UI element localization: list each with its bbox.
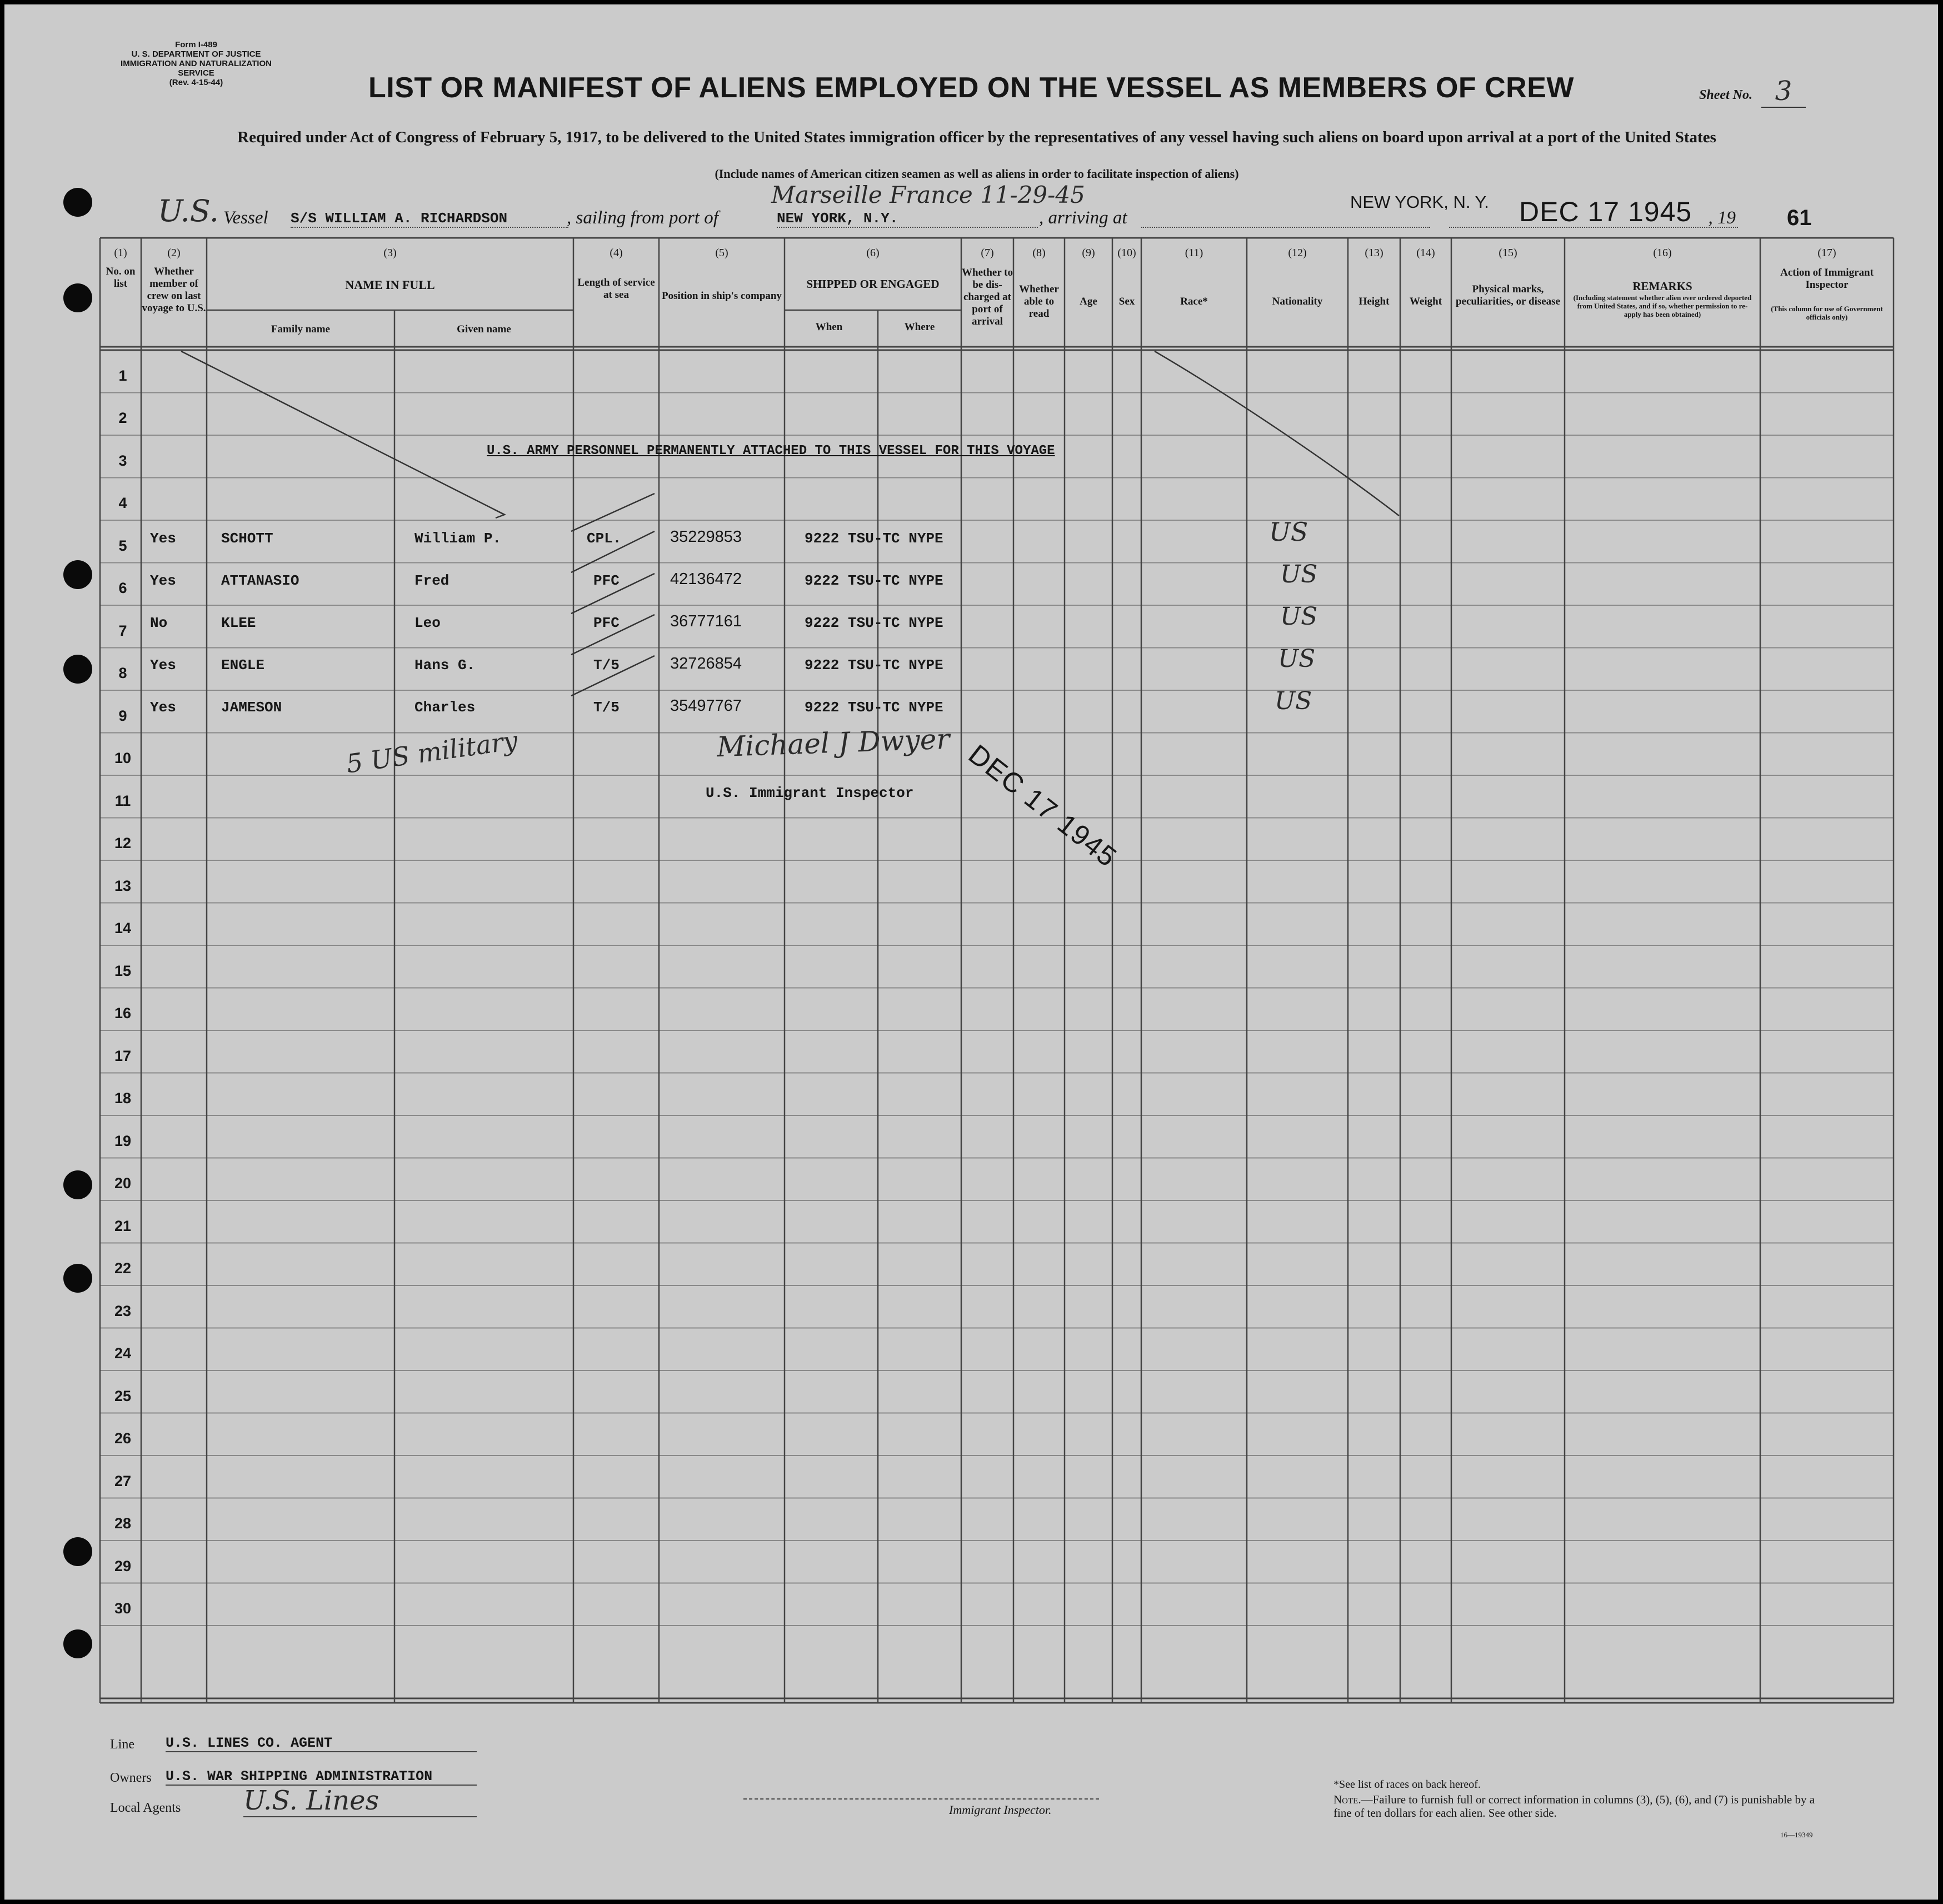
line-label: Line xyxy=(110,1737,134,1752)
vessel-name: S/S WILLIAM A. RICHARDSON xyxy=(291,210,568,228)
owners-value: U.S. WAR SHIPPING ADMINISTRATION xyxy=(166,1768,477,1786)
row-number: 26 xyxy=(114,1430,132,1447)
column-number: (11) xyxy=(1185,247,1203,259)
prev-voyage-cell: Yes xyxy=(150,657,176,674)
column-header: Action of Immigrant Inspector xyxy=(1780,267,1874,291)
given-name-cell: William P. xyxy=(414,530,502,547)
column-number: (3) xyxy=(383,247,397,259)
column-header: Nationality xyxy=(1272,296,1323,307)
column-header: Sex xyxy=(1118,296,1135,307)
nationality-cell: US xyxy=(1275,687,1312,715)
prev-voyage-cell: Yes xyxy=(150,699,176,716)
inspector-signature: Michael J Dwyer xyxy=(716,722,951,764)
manifest-sheet xyxy=(4,4,1938,1900)
column-header: Race* xyxy=(1180,296,1208,307)
row-number: 8 xyxy=(118,665,127,681)
column-subheader: Where xyxy=(904,321,935,333)
column-header: Position in ship's company xyxy=(662,290,782,302)
row-number: 9 xyxy=(118,707,127,724)
row-number: 19 xyxy=(114,1132,132,1149)
column-number: (17) xyxy=(1817,247,1836,259)
column-header: Physical marks, peculiarities, or disease xyxy=(1455,283,1561,307)
rank-cell: CPL. xyxy=(587,530,622,547)
row-number: 24 xyxy=(114,1345,132,1362)
sailing-port: NEW YORK, N.Y. xyxy=(777,210,1038,228)
rank-cell: T/5 xyxy=(593,657,620,674)
arrival-date: DEC 17 1945 xyxy=(1519,196,1692,227)
row-number: 21 xyxy=(114,1217,132,1234)
column-header: SHIPPED OR ENGAGED xyxy=(806,277,940,291)
page-reference: 61 xyxy=(1787,206,1812,230)
column-number: (7) xyxy=(981,247,994,259)
count-note: 5 US military xyxy=(344,725,520,779)
row-number: 17 xyxy=(114,1047,132,1064)
column-number: (1) xyxy=(114,247,127,259)
column-number: (12) xyxy=(1288,247,1307,259)
nationality-cell: US xyxy=(1280,602,1318,631)
form-revision: (Rev. 4-15-44) xyxy=(169,78,223,87)
vessel-flag: U.S. xyxy=(158,193,219,228)
given-name-cell: Fred xyxy=(414,572,449,589)
row-number: 5 xyxy=(118,537,127,554)
prev-voyage-cell: Yes xyxy=(150,530,176,547)
row-number: 10 xyxy=(114,750,132,766)
inspector-caption: Immigrant Inspector. xyxy=(949,1803,1052,1817)
column-number: (5) xyxy=(715,247,728,259)
given-name-cell: Hans G. xyxy=(414,657,476,674)
date-stamp: DEC 17 1945 xyxy=(962,738,1123,874)
row-number: 27 xyxy=(114,1472,132,1489)
arriving-label: , arriving at xyxy=(1039,208,1127,228)
row-number: 15 xyxy=(114,962,132,979)
section-heading: U.S. ARMY PERSONNEL PERMANENTLY ATTACHED TO THIS VESSEL FOR THIS VOYAGE xyxy=(487,443,1055,458)
column-number: (6) xyxy=(866,247,880,259)
row-number: 11 xyxy=(114,792,131,809)
row-number: 12 xyxy=(114,835,132,851)
row-number: 18 xyxy=(114,1090,132,1106)
vessel-label: Vessel xyxy=(223,208,268,228)
document-title: LIST OR MANIFEST OF ALIENS EMPLOYED ON THE VESSEL AS MEMBERS OF CREW xyxy=(368,72,1574,104)
column-header: No. on list xyxy=(106,266,136,290)
sheet-number-label: Sheet No. xyxy=(1699,88,1752,102)
family-name-cell: KLEE xyxy=(221,615,256,631)
row-number: 20 xyxy=(114,1175,132,1192)
column-number: (9) xyxy=(1082,247,1095,259)
row-number: 1 xyxy=(118,367,127,384)
given-name-cell: Leo xyxy=(414,615,441,631)
column-number: (4) xyxy=(610,247,623,259)
nationality-cell: US xyxy=(1278,645,1316,673)
unit-cell: 9222 TSU-TC NYPE xyxy=(805,530,943,547)
prev-voyage-cell: Yes xyxy=(150,572,176,589)
unit-cell: 9222 TSU-TC NYPE xyxy=(805,699,943,716)
serial-cell: 36777161 xyxy=(670,612,742,630)
row-number: 30 xyxy=(114,1600,132,1617)
local-agents-value: U.S. Lines xyxy=(243,1785,477,1817)
serial-cell: 35229853 xyxy=(670,528,742,546)
column-number: (15) xyxy=(1499,247,1517,259)
column-header: Whether member of crew on last voyage to U.S. xyxy=(142,266,206,314)
column-header: Weight xyxy=(1409,296,1442,307)
column-number: (16) xyxy=(1653,247,1672,259)
agency-line: U. S. DEPARTMENT OF JUSTICE xyxy=(131,49,261,59)
column-note: (Including statement whether alien ever ordered deported from United States, and if so, whether permission to re-apply has been obtained) xyxy=(1573,293,1752,318)
family-name-cell: SCHOTT xyxy=(221,530,273,547)
serial-cell: 32726854 xyxy=(670,655,742,672)
row-number: 3 xyxy=(118,452,127,469)
unit-cell: 9222 TSU-TC NYPE xyxy=(805,657,943,674)
unit-cell: 9222 TSU-TC NYPE xyxy=(805,572,943,589)
column-number: (13) xyxy=(1365,247,1383,259)
family-name-cell: ENGLE xyxy=(221,657,265,674)
given-name-cell: Charles xyxy=(414,699,476,716)
document-subtitle-note: (Include names of American citizen seamen as well as aliens in order to facilitate inspection of aliens) xyxy=(715,167,1239,181)
nationality-cell: US xyxy=(1269,517,1308,547)
column-note: (This column for use of Government officials only) xyxy=(1771,305,1883,321)
row-number: 14 xyxy=(114,920,132,936)
row-number: 28 xyxy=(114,1515,132,1532)
row-number: 29 xyxy=(114,1557,132,1574)
column-subheader: Given name xyxy=(457,323,511,335)
footer-note xyxy=(1333,1793,1817,1820)
column-number: (14) xyxy=(1416,247,1435,259)
inspector-title: U.S. Immigrant Inspector xyxy=(706,785,914,801)
document-subtitle: Required under Act of Congress of February 5, 1917, to be delivered to the United States immigration officer by the representatives of any vessel having such aliens on board upon arrival at a port of the United States xyxy=(237,128,1716,146)
arrival-port: NEW YORK, N. Y. xyxy=(1350,192,1489,212)
column-subheader: Family name xyxy=(271,323,331,335)
column-header: Age xyxy=(1080,296,1097,307)
rank-cell: PFC xyxy=(593,572,620,589)
print-code: 16—19349 xyxy=(1780,1831,1813,1839)
local-agents-label: Local Agents xyxy=(110,1801,181,1815)
row-number: 23 xyxy=(114,1302,132,1319)
row-number: 6 xyxy=(118,580,127,596)
note-label: Note. xyxy=(1333,1793,1361,1806)
unit-cell: 9222 TSU-TC NYPE xyxy=(805,615,943,631)
nationality-cell: US xyxy=(1280,560,1318,589)
row-number: 16 xyxy=(114,1005,132,1021)
race-note: *See list of races on back hereof. xyxy=(1333,1778,1481,1791)
line-value: U.S. LINES CO. AGENT xyxy=(166,1735,477,1752)
column-subheader: When xyxy=(815,321,843,333)
row-number: 4 xyxy=(118,495,127,511)
sailing-label: , sailing from port of xyxy=(567,208,718,228)
owners-label: Owners xyxy=(110,1771,152,1785)
rank-cell: T/5 xyxy=(593,699,620,716)
family-name-cell: JAMESON xyxy=(221,699,282,716)
sheet-number: 3 xyxy=(1761,76,1806,108)
row-number: 13 xyxy=(114,877,132,894)
serial-cell: 35497767 xyxy=(670,697,742,715)
column-number: (10) xyxy=(1117,247,1136,259)
column-header: NAME IN FULL xyxy=(345,278,435,292)
row-number: 25 xyxy=(114,1387,132,1404)
row-number: 2 xyxy=(118,410,127,426)
note-text: —Failure to furnish full or correct information in columns (3), (5), (6), and (7) is punishable by a fine of ten dollars for each alien. See other side. xyxy=(1333,1793,1815,1820)
inspector-signature-rule xyxy=(743,1798,1099,1800)
agency-line: IMMIGRATION AND NATURALIZATION SERVICE xyxy=(121,59,272,78)
column-number: (8) xyxy=(1032,247,1046,259)
column-header: Whether to be dis-charged at port of arrival xyxy=(962,267,1013,327)
prev-voyage-cell: No xyxy=(150,615,168,631)
column-header: REMARKS xyxy=(1632,280,1692,293)
family-name-cell: ATTANASIO xyxy=(221,572,299,589)
rank-cell: PFC xyxy=(593,615,620,631)
row-number: 22 xyxy=(114,1260,132,1277)
column-header: Height xyxy=(1358,296,1390,307)
column-header: Whether able to read xyxy=(1019,283,1059,320)
row-number: 7 xyxy=(118,622,127,639)
year-label: , 19 xyxy=(1708,208,1736,228)
serial-cell: 42136472 xyxy=(670,570,742,588)
sailing-port-correction: Marseille France 11-29-45 xyxy=(771,181,1085,208)
form-id: Form I-489 xyxy=(175,40,217,49)
column-header: Length of service at sea xyxy=(577,277,655,301)
column-number: (2) xyxy=(167,247,181,259)
